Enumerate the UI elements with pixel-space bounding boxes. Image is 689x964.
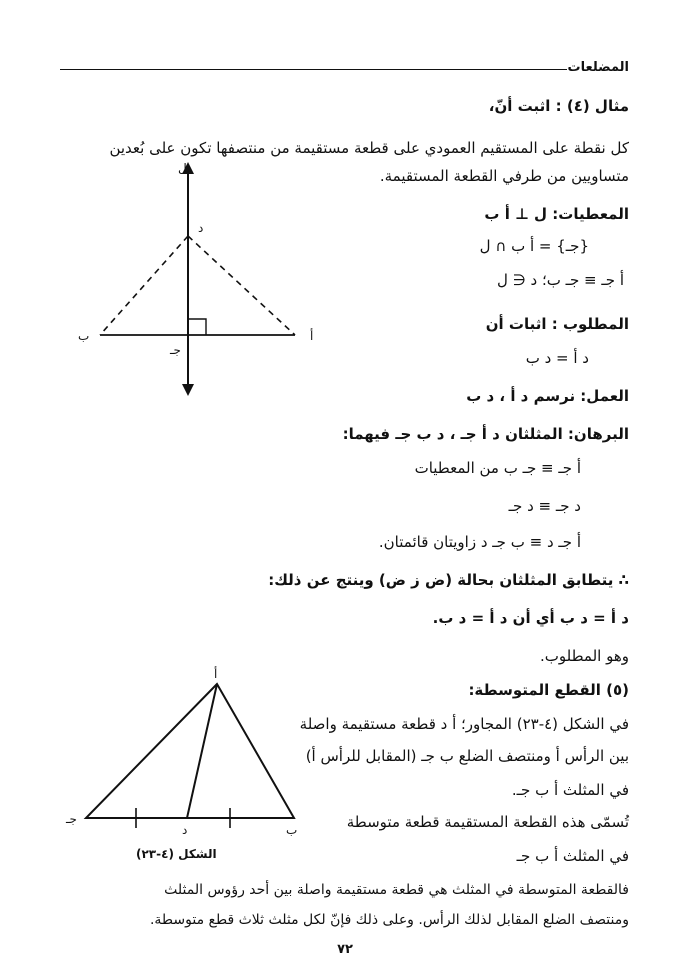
proof-heading: البرهان: المثلثان د أ جـ ، د ب جـ فيهما: [342,425,629,443]
section5-title: (٥) القطع المتوسطة: [468,681,629,699]
section5-para-2: بين الرأس أ ومنتصف الضلع ب جـ (المقابل للرأس أ) [305,747,629,765]
section5-para-5: في المثلث أ ب جـ [516,847,629,865]
label-a: أ [214,667,218,681]
givens-line-1: {جـ} = أ ب ∩ ل [479,237,589,255]
label-d: د [182,823,188,837]
proof-qed: وهو المطلوب. [540,647,629,665]
triangle-abc [86,684,294,818]
givens-heading: المعطيات: ل ⊥ أ ب [484,205,629,223]
section5-para-1: في الشكل (٤-٢٣) المجاور؛ أ د قطعة مستقيمة واصلة [299,715,629,733]
required-heading: المطلوب : اثبات أن [485,315,629,333]
proof-conclusion: ∴ يتطابق المثلثان بحالة (ض ز ض) وينتج عن ذلك: [268,571,629,589]
arrow-down [182,384,194,396]
label-j: جـ [170,343,181,357]
label-a: أ [310,329,314,343]
proof-line-1: أ جـ ≡ جـ ب من المعطيات [414,459,581,477]
proof-line-3: أ جـ د ≡ ب جـ د زاويتان قائمتان. [378,533,581,551]
figure2-caption: الشكل (٤-٢٣) [136,847,217,861]
intro-line-1: كل نقطة على المستقيم العمودي على قطعة مستقيمة من منتصفها تكون على بُعدين [109,139,629,157]
section5-para-3: في المثلث أ ب جـ. [511,781,629,799]
section5-para-4: تُسمّى هذه القطعة المستقيمة قطعة متوسطة [346,813,629,831]
header-rule [60,69,567,70]
label-l: ل [178,161,187,175]
right-angle-marker [188,319,206,335]
example-title: مثال (٤) : اثبت أنّ، [488,97,629,115]
proof-result: د أ = د ب أي أن د أ = د ب. [432,609,629,627]
closing-line-2: ومنتصف الضلع المقابل لذلك الرأس. وعلى ذلك فإنّ لكل مثلث ثلاث قطع متوسطة. [149,912,629,928]
label-b: ب [78,329,90,343]
required-statement: د أ = د ب [525,349,589,367]
intro-line-2: متساويين من طرفي القطعة المستقيمة. [379,167,629,185]
figure-perpendicular-bisector [70,160,330,400]
givens-line-2: أ جـ ≡ جـ ب؛ د ∈ ل [497,271,624,289]
figure-median [62,668,312,878]
dashed-db [100,236,188,335]
closing-line-1: فالقطعة المتوسطة في المثلث هي قطعة مستقيمة واصلة بين أحد رؤوس المثلث [164,882,629,898]
dashed-da [188,236,295,335]
label-b: ب [286,823,298,837]
proof-line-2: د جـ ≡ د جـ [508,497,581,515]
construction-line: العمل: نرسم د أ ، د ب [466,387,629,405]
label-j: جـ [66,812,77,826]
page-number: ٧٢ [337,942,353,957]
median-ad [187,684,217,818]
page-header-title: المضلعات [567,60,629,75]
label-d: د [198,221,204,235]
